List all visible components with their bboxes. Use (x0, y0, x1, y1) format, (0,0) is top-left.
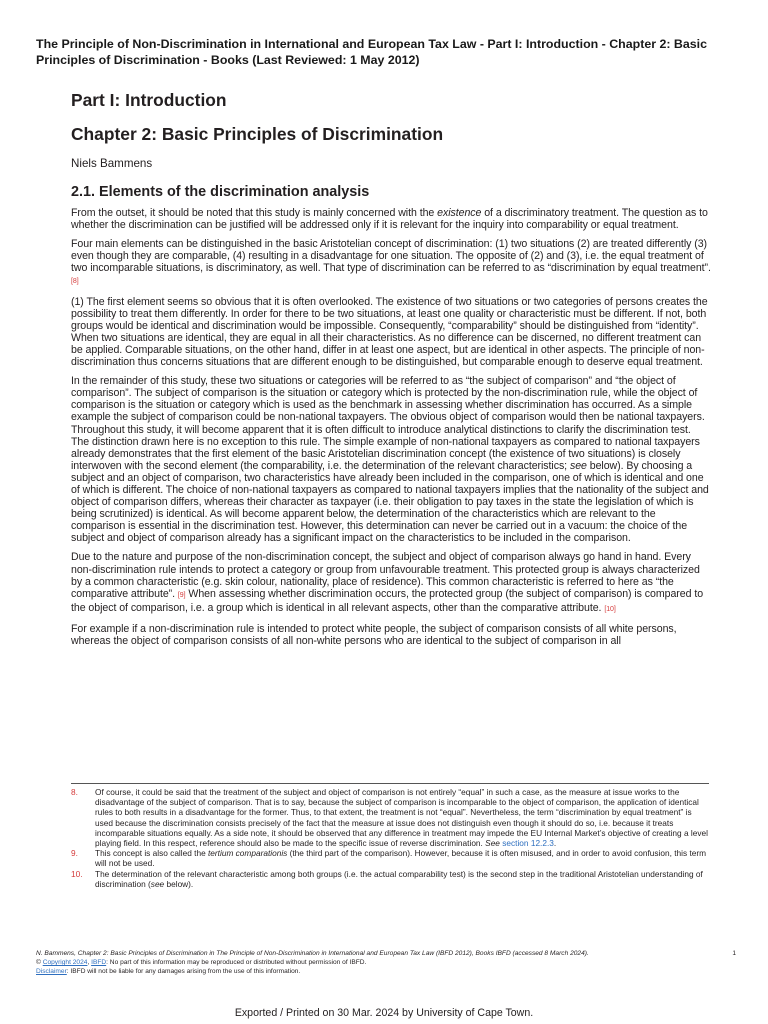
paragraph-4 (71, 375, 711, 544)
paragraph-1 (71, 207, 711, 231)
paragraph-5 (71, 551, 711, 615)
paragraph-2-text: Four main elements can be distinguished in the basic Aristotelian concept of discrimination: (1) two situations (2) are treated differently (3) even though they are comparable, (4) resulting in a disadvantage for one situation. The opposite of (2) and (3), i.e. the equal treatment of two incomparable situations, is discriminatory, as well. That type of discrimination can be referred to as “discrimination by equal treatment”. (71, 238, 711, 275)
footnote-8-text: Of course, it could be said that the treatment of the subject and object of comparison is not entirely “equal” in such a case, as the measure at issue works to the disadvantage of the subject of comparison. That is to say, because the subject of comparison is incomparable to the object of comparison, the application of identical rules to both results in a disadvantage for the former. Thus, to that extent, the treatment is not “equal”. Nevertheless, the term “discrimination by equal treatment” is used because the discrimination consists precisely of the fact that the measure at issue does not distinguish even though it should do so, i.e. because it treats incomparable situations equally. As a side note, it should be observed that any difference in treatment may impede the EU Internal Market’s objective of creating a level playing field. In this respect, reference should also be made to the specific issue of reverse discrimination. (95, 787, 708, 849)
paragraph-1-emphasis: existence (437, 207, 482, 219)
paragraph-6: For example if a non-discrimination rule is intended to protect white people, the subject of comparison consists of all white persons, whereas the object of comparison consists of all non-white persons who are identical to the subject of comparison in all (71, 622, 677, 647)
footnote-text (95, 787, 709, 848)
footnote-8-see: See (485, 838, 500, 849)
paragraph-2 (71, 238, 711, 288)
paragraph-4-text-c: below). By choosing a subject and an object of comparison, two characteristics have already been included in the comparison, one of which is identical and one of which is different. The choice of non-national taxpayers as compared to national taxpayers implies that the nationality of the subject and object of comparison differs, whereas their character as taxpayer (i.e. their obligation to pay taxes in the state the legislation of which is being scrutinized) is identical. As will become apparent below, the determination of the characteristics which are relevant to the comparison is essential in the discrimination test. However, this determination can never be carried out in a vacuum: the choice of the subject and object of comparison already has a significant impact on the characteristics to be included in the comparison. (71, 459, 709, 545)
paragraph-1-text-a: From the outset, it should be noted that this study is mainly concerned with the (71, 207, 438, 219)
export-info: Exported / Printed on 30 Mar. 2024 by University of Cape Town. (234, 1007, 534, 1019)
footnotes (71, 787, 709, 889)
paragraph-3: (1) The first element seems so obvious that it is often overlooked. The existence of two situations or two categories of persons creates the possibility to treat them differently. In order for there to be two situations, at least one quality or characteristic must be different. If not, both groups would be identical and discrimination would be impossible. Consequently, “comparability” should be distinguished from “identity”. When two situations are identical, they are equal in all their characteristics. As no difference can be discerned, no different treatment can be applied. Comparable situations, on the other hand, differ in at least one aspect, but are identical in other aspects. The principle of non-discrimination thus concerns situations that are different enough to be distinguished, but comparable enough to deserve equal treatment. (71, 295, 708, 369)
document-header-title: The Principle of Non-Discrimination in International and European Tax Law - Part I: Introduction - Chapter 2: Basic Principles of Discrimination - Books (Last Reviewed: 1 May 2012) (36, 37, 707, 67)
chapter-title: Chapter 2: Basic Principles of Discrimination (71, 124, 444, 144)
paragraph-4-emphasis: see (569, 459, 587, 472)
paragraph-1-text-c: of a discriminatory treatment. The question as to whether the discrimination can be justified will be addressed only if it is relevant for the inquiry into comparability or equal treatment. (71, 207, 708, 232)
ibfd-link[interactable]: IBFD (91, 959, 107, 967)
page-number: 1 (732, 950, 736, 957)
footnote-8 (71, 787, 709, 848)
footnote-text (95, 869, 709, 889)
copyright-line (36, 958, 736, 967)
footnote-10-text-c: below). (164, 878, 194, 889)
citation-line: N. Bammens, Chapter 2: Basic Principles of Discrimination in The Principle of Non-Discrimination in International and European Tax Law (IBFD 2012), Books IBFD (accessed 8 March 2024). (36, 950, 589, 957)
paragraph-5-text-a: Due to the nature and purpose of the non-discrimination concept, the subject and object of comparison always go hand in hand. Every non-discrimination rule intends to protect a category or group from unfavourable treatment. This protected group is always characterized by a common characteristic (e.g. skin colour, nationality, place of residence). This common characteristic is referred to here as “the comparative attribute”. (71, 551, 700, 600)
disclaimer-link[interactable]: Disclaimer (36, 968, 67, 976)
section-link[interactable]: section 12.2.3 (502, 838, 554, 849)
page-footer (36, 949, 736, 977)
footnote-10-text-a: The determination of the relevant characteristic among both groups (i.e. the actual comparability test) is the second step in the traditional Aristotelian understanding of discrimination ( (95, 868, 703, 889)
disclaimer-rest: : IBFD will not be liable for any damages arising from the use of this information. (66, 968, 301, 976)
footnote-text (95, 848, 709, 868)
footnote-9-text-a: This concept is also called the (95, 848, 208, 859)
footnote-10-emphasis: see (150, 878, 165, 889)
footnote-ref-8[interactable]: [8] (71, 278, 79, 286)
footnote-8-end: . (553, 838, 557, 849)
copyright-prefix: © (36, 959, 43, 967)
footnote-9-text-c: (the third part of the comparison). However, because it is often misused, and in order to avoid confusion, this term will not be used. (95, 848, 707, 869)
section-heading: 2.1. Elements of the discrimination analysis (71, 184, 370, 200)
paragraph-4-text-a: In the remainder of this study, these two situations or categories will be referred to as “the subject of comparison” and “the object of comparison”. The subject of comparison is the situation or category which is protected by the non-discrimination rule, while the object of comparison is the situation or category which is used as the benchmark in assessing whether discrimination has occurred. As a simple example the subject of comparison could be non-national taxpayers. The obvious object of comparison would then be national taxpayers. Throughout this study, it will become apparent that it is often difficult to introduce analytical distinctions to clarify the discrimination test. The distinction drawn here is no exception to this rule. The simple example of non-national taxpayers as compared to national taxpayers already demonstrates that the first element of the basic Aristotelian discrimination concept (the existence of two situations) is closely interwoven with the second element (the comparability, i.e. the determination of the relevant characteristics; (71, 375, 705, 472)
footnote-divider (71, 783, 709, 784)
footnote-ref-9[interactable]: [9] (177, 591, 186, 599)
footnote-ref-10[interactable]: [10] (604, 605, 616, 613)
copyright-link[interactable]: Copyright 2024 (42, 959, 88, 967)
footnote-10 (71, 869, 709, 889)
footnote-number: 8. (71, 787, 78, 797)
footnote-9 (71, 848, 709, 868)
part-title: Part I: Introduction (71, 90, 227, 110)
disclaimer-line (36, 967, 736, 976)
author-name: Niels Bammens (71, 157, 153, 170)
copyright-rest: : No part of this information may be reproduced or distributed without permission of IBFD. (106, 959, 367, 967)
copyright-separator: , (87, 959, 92, 967)
main-content (71, 88, 711, 647)
footnote-number: 9. (71, 848, 78, 859)
footnote-9-emphasis: tertium comparationis (208, 848, 288, 859)
paragraph-5-text-b: When assessing whether discrimination occurs, the protected group (the subject of comparison) is compared to the object of comparison, i.e. a group which is identical in all relevant aspects, other than the comparative attribute. (71, 587, 704, 614)
footnote-number: 10. (71, 868, 83, 879)
